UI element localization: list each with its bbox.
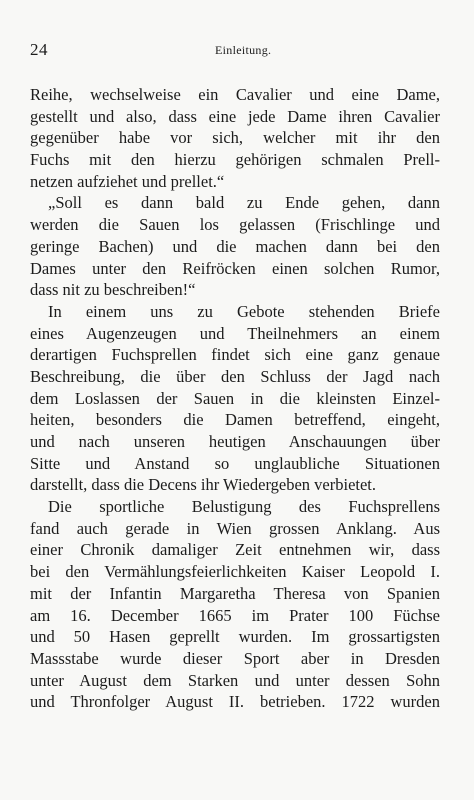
text-line: „Soll es dann bald zu Ende gehen, dann xyxy=(48,193,440,213)
text-line: bei den Vermählungsfeierlichkeiten Kaiser Leopold I. xyxy=(30,562,440,582)
text-line: dass nit zu beschreiben!“ xyxy=(30,280,196,300)
body-text xyxy=(30,84,440,713)
text-line: mit der Infantin Margaretha Theresa von Spanien xyxy=(30,583,440,603)
text-line: Dames unter den Reifröcken einen solchen Rumor, xyxy=(30,258,440,278)
text-line: netzen aufziehet und prellet.“ xyxy=(30,171,225,191)
text-line: In einem uns zu Gebote stehenden Briefe xyxy=(48,301,440,321)
text-line: derartigen Fuchsprellen findet sich eine ganz genaue xyxy=(30,345,440,365)
text-line: fand auch gerade in Wien grossen Anklang. Aus xyxy=(30,518,440,538)
text-line: eines Augenzeugen und Theilnehmers an einem xyxy=(30,323,440,343)
text-line: geringe Bachen) und die machen dann bei den xyxy=(30,236,440,256)
text-line: dem Loslassen der Sauen in die kleinsten Einzel- xyxy=(30,388,440,408)
text-line: und 50 Hasen geprellt wurden. Im grossartigsten xyxy=(30,627,440,647)
text-line: am 16. December 1665 im Prater 100 Füchse xyxy=(30,605,440,625)
text-line: Die sportliche Belustigung des Fuchsprellens xyxy=(48,497,440,517)
text-line: Massstabe wurde dieser Sport aber in Dresden xyxy=(30,648,440,668)
page-number: 24 xyxy=(30,40,48,59)
text-line: gegenüber habe vor sich, welcher mit ihr den xyxy=(30,128,440,148)
text-line: heiten, besonders die Damen betreffend, eingeht, xyxy=(30,410,440,430)
text-line: gestellt und also, dass eine jede Dame ihren Cavalier xyxy=(30,106,440,126)
text-line: darstellt, dass die Decens ihr Wiedergeben verbietet. xyxy=(30,475,377,495)
text-line: und Thronfolger August II. betrieben. 1722 wurden xyxy=(30,692,440,712)
page-header xyxy=(30,40,430,64)
text-line: Beschreibung, die über den Schluss der Jagd nach xyxy=(30,366,440,386)
text-line: und nach unseren heutigen Anschauungen über xyxy=(30,432,440,451)
text-line: Fuchs mit den hierzu gehörigen schmalen Prell- xyxy=(30,150,440,170)
text-line: Sitte und Anstand so unglaubliche Situationen xyxy=(30,453,440,473)
text-line: werden die Sauen los gelassen (Frischlinge und xyxy=(30,215,440,235)
text-line: unter August dem Starken und unter dessen Sohn xyxy=(30,670,440,690)
text-line: einer Chronik damaliger Zeit entnehmen wir, dass xyxy=(30,540,440,560)
running-head: Einleitung. xyxy=(215,43,272,57)
text-line: Reihe, wechselweise ein Cavalier und eine Dame, xyxy=(30,85,440,104)
